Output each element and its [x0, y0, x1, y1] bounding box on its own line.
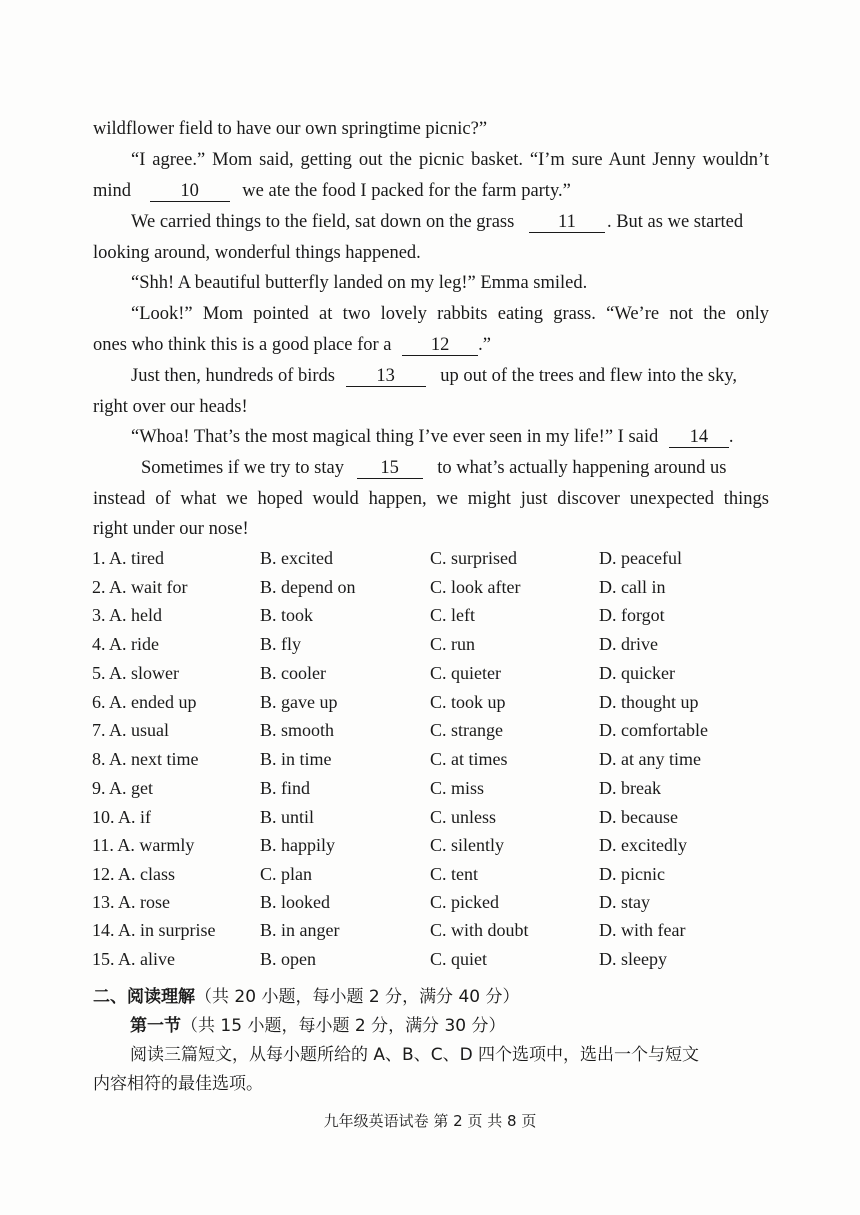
passage-line [131, 271, 807, 295]
option-c: C. strange [430, 720, 503, 740]
blank-12: 12 [402, 335, 478, 356]
passage-line [93, 517, 769, 541]
passage-line [131, 364, 769, 388]
option-d: D. call in [599, 577, 666, 597]
option-d: D. sleepy [599, 949, 667, 969]
option-b: B. took [260, 605, 314, 625]
option-a: 4. A. ride [92, 634, 159, 654]
option-b: B. in anger [260, 920, 340, 940]
passage-line [131, 425, 807, 449]
option-c: C. look after [430, 577, 521, 597]
option-d: D. drive [599, 634, 658, 654]
option-b: B. find [260, 778, 311, 798]
option-a: 11. A. warmly [92, 835, 195, 855]
option-d: D. forgot [599, 605, 665, 625]
section-title-bold: 二、阅读理解 [93, 987, 195, 1007]
passage-text: we ate the food I packed for the farm party.” [242, 181, 571, 201]
passage-line [131, 302, 769, 326]
passage-text: up out of the trees and flew into the sky, [440, 366, 738, 386]
passage-text: wildflower field to have our own springtime picnic?” [93, 119, 488, 139]
option-c: C. at times [430, 749, 508, 769]
option-a: 8. A. next time [92, 749, 199, 769]
passage-text: instead of what we hoped would happen, we might just discover unexpected things [93, 489, 769, 509]
passage-line [93, 487, 769, 511]
option-b: B. gave up [260, 692, 338, 712]
option-a: 14. A. in surprise [92, 920, 216, 940]
passage-text: “Shh! A beautiful butterfly landed on my leg!” Emma smiled. [131, 273, 588, 293]
option-b: B. fly [260, 634, 302, 654]
instructions-text: 阅读三篇短文，从每小题所给的 A、B、C、D 四个选项中，选出一个与短文 [130, 1045, 700, 1065]
passage-line [93, 179, 769, 203]
passage-text: .” [478, 335, 491, 355]
option-c: C. miss [430, 778, 485, 798]
option-b: B. depend on [260, 577, 356, 597]
passage-line [141, 456, 769, 480]
passage-text: right over our heads! [93, 397, 248, 417]
passage-text: to what’s actually happening around us [437, 458, 727, 478]
instructions-line [93, 1072, 263, 1096]
passage-text: Sometimes if we try to stay [141, 458, 344, 478]
option-d: D. break [599, 778, 661, 798]
option-a: 15. A. alive [92, 949, 175, 969]
subsection-title-rest: （共 15 小题，每小题 2 分，满分 30 分） [181, 1016, 506, 1036]
option-c: C. tent [430, 864, 478, 884]
option-b: C. plan [260, 864, 312, 884]
option-d: D. picnic [599, 864, 665, 884]
option-d: D. quicker [599, 663, 675, 683]
option-b: B. happily [260, 835, 335, 855]
option-a: 9. A. get [92, 778, 153, 798]
option-a: 2. A. wait for [92, 577, 188, 597]
section-title-rest: （共 20 小题，每小题 2 分，满分 40 分） [195, 987, 520, 1007]
option-a: 10. A. if [92, 807, 152, 827]
subsection-title [130, 1014, 506, 1038]
passage-text: “Look!” Mom pointed at two lovely rabbits eating grass. “We’re not the only [131, 304, 769, 324]
option-c: C. picked [430, 892, 499, 912]
option-d: D. excitedly [599, 835, 687, 855]
option-a: 5. A. slower [92, 663, 179, 683]
passage-text: . But as we started [606, 212, 744, 232]
passage-text: We carried things to the field, sat down on the grass [131, 212, 515, 232]
passage-line [93, 241, 769, 265]
option-b: B. open [260, 949, 316, 969]
option-b: B. cooler [260, 663, 326, 683]
option-c: C. run [430, 634, 475, 654]
option-b: B. looked [260, 892, 330, 912]
option-d: D. thought up [599, 692, 699, 712]
blank-15: 15 [357, 458, 423, 479]
option-c: C. quiet [430, 949, 487, 969]
passage-text: mind [93, 181, 132, 201]
option-b: B. excited [260, 548, 333, 568]
option-c: C. unless [430, 807, 497, 827]
section-title [93, 985, 520, 1009]
option-d: D. because [599, 807, 678, 827]
option-d: D. comfortable [599, 720, 708, 740]
passage-text: “I agree.” Mom said, getting out the picnic basket. “I’m sure Aunt Jenny wouldn’t [131, 150, 769, 170]
option-a: 1. A. tired [92, 548, 164, 568]
subsection-title-bold: 第一节 [130, 1016, 181, 1036]
option-c: C. quieter [430, 663, 501, 683]
blank-10: 10 [150, 181, 230, 202]
option-a: 3. A. held [92, 605, 162, 625]
blank-13: 13 [346, 366, 426, 387]
option-b: B. until [260, 807, 315, 827]
passage-text: “Whoa! That’s the most magical thing I’ve ever seen in my life!” I said [131, 427, 659, 447]
passage-line [93, 333, 769, 357]
blank-11: 11 [529, 212, 605, 233]
blank-14: 14 [669, 427, 729, 448]
passage-line [93, 395, 769, 419]
option-a: 12. A. class [92, 864, 175, 884]
option-a: 7. A. usual [92, 720, 170, 740]
option-d: D. stay [599, 892, 650, 912]
passage-text: . [728, 427, 734, 447]
option-d: D. with fear [599, 920, 686, 940]
passage-line [131, 148, 769, 172]
passage-text: looking around, wonderful things happened. [93, 243, 421, 263]
passage-line [93, 117, 769, 141]
option-c: C. left [430, 605, 475, 625]
option-c: C. surprised [430, 548, 517, 568]
instructions-line [130, 1043, 699, 1067]
option-c: C. took up [430, 692, 506, 712]
instructions-text: 内容相符的最佳选项。 [93, 1074, 263, 1094]
option-a: 13. A. rose [92, 892, 170, 912]
option-b: B. in time [260, 749, 332, 769]
option-d: D. peaceful [599, 548, 682, 568]
passage-text: right under our nose! [93, 519, 249, 539]
passage-line [131, 210, 769, 234]
option-c: C. silently [430, 835, 505, 855]
page-footer: 九年级英语试卷 第 2 页 共 8 页 [323, 1112, 537, 1130]
passage-text: ones who think this is a good place for a [93, 335, 392, 355]
option-a: 6. A. ended up [92, 692, 197, 712]
option-b: B. smooth [260, 720, 335, 740]
passage-text: Just then, hundreds of birds [131, 366, 335, 386]
option-c: C. with doubt [430, 920, 529, 940]
option-d: D. at any time [599, 749, 701, 769]
